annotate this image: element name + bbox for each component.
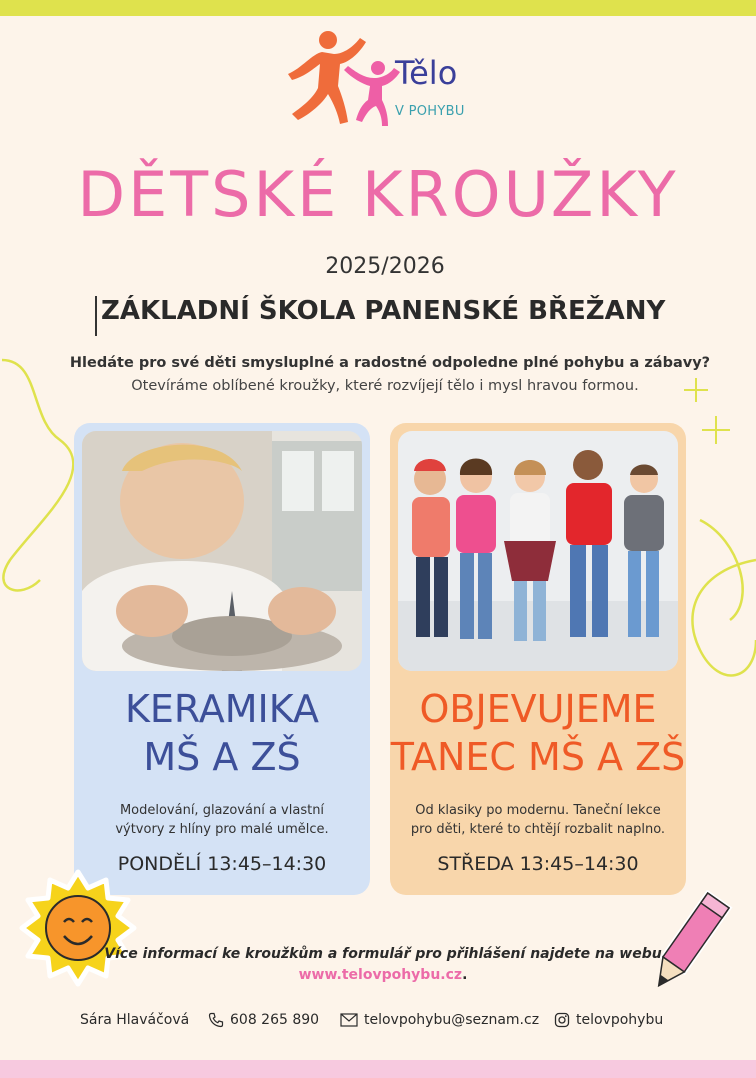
ceramics-title-line2: MŠ A ZŠ: [143, 735, 301, 779]
ceramics-schedule: PONDĚLÍ 13:45–14:30: [117, 853, 327, 875]
ceramics-desc-line1: Modelování, glazování a vlastní: [119, 803, 325, 818]
school-name: ZÁKLADNÍ ŠKOLA PANENSKÉ BŘEŽANY: [101, 296, 666, 326]
intro-text: Otevíráme oblíbené kroužky, které rozvíjejí tělo i mysl hravou formou.: [131, 378, 639, 394]
ceramics-desc-line2: výtvory z hlíny pro malé umělce.: [115, 822, 329, 837]
phone-number: 608 265 890: [230, 1012, 320, 1028]
dance-schedule: STŘEDA 13:45–14:30: [437, 853, 639, 875]
website-suffix: .: [462, 967, 468, 983]
phone-icon: [208, 1012, 224, 1028]
ceramics-title: [74, 685, 370, 781]
dance-photo: [398, 431, 678, 671]
dance-desc-line2: pro děti, které to chtějí rozbalit naplno.: [410, 822, 666, 837]
dance-description: [390, 801, 686, 839]
contact-email[interactable]: [340, 1012, 539, 1028]
intro-question: Hledáte pro své děti smysluplné a radostné odpoledne plné pohybu a zábavy?: [69, 355, 711, 371]
brand-subtitle: V POHYBU: [395, 104, 465, 119]
instagram-handle: telovpohybu: [576, 1012, 664, 1028]
page-title: DĚTSKÉ KROUŽKY: [77, 158, 679, 231]
dance-title-line1: OBJEVUJEME: [419, 687, 657, 731]
pencil-icon: [636, 890, 736, 1000]
school-year: 2025/2026: [325, 254, 445, 279]
ceramics-description: [74, 801, 370, 839]
bottom-accent-bar: [0, 1060, 756, 1078]
website-link[interactable]: www.telovpohybu.cz: [298, 967, 463, 983]
website-line: [0, 967, 756, 983]
instagram-icon: [554, 1012, 570, 1028]
email-address: telovpohybu@seznam.cz: [364, 1012, 540, 1028]
dance-card: [390, 423, 686, 895]
contact-phone[interactable]: [208, 1012, 319, 1028]
school-name-wrapper: [95, 296, 665, 336]
contact-instagram[interactable]: [554, 1012, 663, 1028]
dance-title: [390, 685, 686, 781]
brand-name: Tělo: [395, 54, 458, 92]
contact-name-text: Sára Hlaváčová: [80, 1012, 190, 1028]
dance-title-line2: TANEC MŠ A ZŠ: [390, 735, 686, 779]
contact-name: [80, 1012, 189, 1028]
envelope-icon: [340, 1013, 358, 1027]
ceramics-photo: [82, 431, 362, 671]
dance-desc-line1: Od klasiky po modernu. Taneční lekce: [415, 803, 661, 818]
more-info-text: Více informací ke kroužkům a formulář pro přihlášení najdete na webu: [104, 946, 662, 962]
ceramics-card: [74, 423, 370, 895]
ceramics-title-line1: KERAMIKA: [124, 687, 320, 731]
